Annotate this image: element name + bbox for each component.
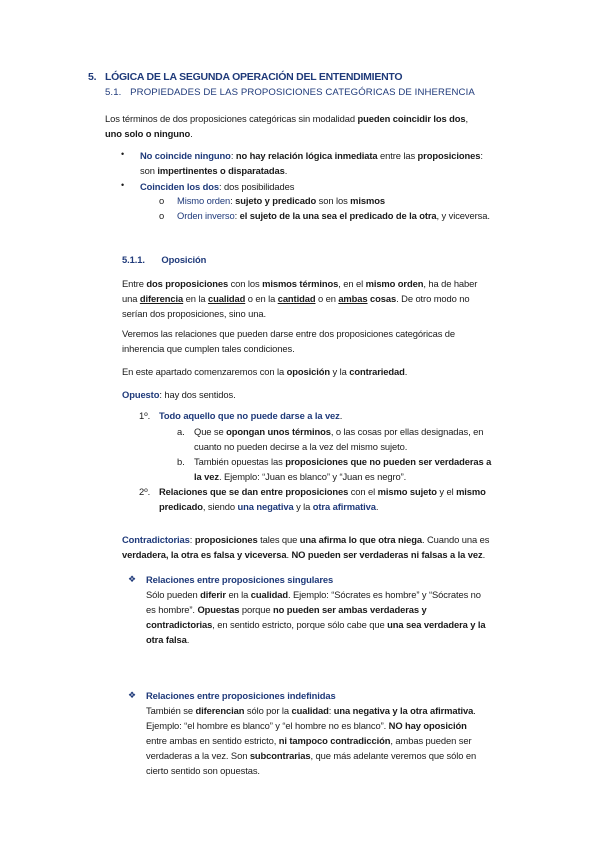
term-label: Contradictorias bbox=[122, 534, 190, 545]
text-span: . bbox=[286, 549, 292, 560]
text-span: : bbox=[230, 150, 236, 161]
sub-item-label: Orden inverso bbox=[177, 210, 235, 221]
sense-1-a bbox=[194, 424, 524, 454]
text-span: Ejemplo: “el hombre es blanco” y “el hombre no es blanco”. bbox=[146, 720, 389, 731]
text-span: , ambas pueden ser bbox=[390, 735, 472, 746]
list-number: 2º. bbox=[139, 486, 151, 497]
text-span: entre las bbox=[377, 150, 418, 161]
section-title: Relaciones entre proposiciones singulares bbox=[146, 574, 334, 585]
bold-underline-span: cualidad bbox=[208, 293, 246, 304]
bold-blue-span: una negativa bbox=[237, 501, 294, 512]
bold-span: cualidad bbox=[250, 589, 289, 600]
bold-span: proposiciones bbox=[417, 150, 481, 161]
text-span: , siendo bbox=[202, 501, 238, 512]
text-span: . Ejemplo: “Sócrates es hombre” y “Sócrates no bbox=[288, 589, 481, 600]
text-span: , que más adelante veremos que sólo en bbox=[310, 750, 477, 761]
diamond-bullet-icon: ❖ bbox=[128, 690, 137, 700]
text-span: sólo por la bbox=[244, 705, 292, 716]
bullet-item-coinciden bbox=[140, 179, 540, 194]
text-span: con el bbox=[348, 486, 378, 497]
text-span: , o las cosas por ellas designadas, en bbox=[330, 426, 484, 437]
bold-span: no hay relación lógica inmediata bbox=[235, 150, 378, 161]
bold-span: NO pueden ser verdaderas ni falsas a la vez bbox=[291, 549, 483, 560]
text-span: . bbox=[339, 410, 343, 421]
sub-bullet-icon: o bbox=[159, 210, 165, 221]
text-span: . bbox=[284, 165, 288, 176]
bold-span: no pueden ser ambas verdaderas y bbox=[272, 604, 427, 615]
list-letter: a. bbox=[177, 426, 185, 437]
bold-underline-span: cantidad bbox=[277, 293, 316, 304]
bold-span: verdadera, la otra es falsa y viceversa bbox=[122, 549, 287, 560]
bold-blue-span: otra afirmativa bbox=[312, 501, 376, 512]
sub-item-orden-inverso bbox=[177, 208, 557, 223]
text-span: : bbox=[480, 150, 483, 161]
text-span: o en la bbox=[245, 293, 278, 304]
bold-span: dos proposiciones bbox=[146, 278, 229, 289]
bold-span: mismo bbox=[456, 486, 486, 497]
list-letter: b. bbox=[177, 456, 185, 467]
paragraph-apartado bbox=[122, 364, 522, 379]
text-span: son los bbox=[316, 195, 351, 206]
sense-2 bbox=[159, 484, 519, 514]
bold-span: mismos términos bbox=[262, 278, 339, 289]
paragraph-contradictorias bbox=[122, 532, 522, 562]
bold-span: proposiciones que no pueden ser verdaderas a bbox=[285, 456, 492, 467]
text-span: . bbox=[404, 366, 408, 377]
text-span: . Ejemplo: “Juan es blanco” y “Juan es negro”. bbox=[218, 471, 407, 482]
section-heading bbox=[88, 70, 402, 85]
text-span: : bbox=[328, 705, 334, 716]
bold-span: mismo sujeto bbox=[377, 486, 437, 497]
text-span: , ha de haber bbox=[423, 278, 478, 289]
bold-span: sujeto y predicado bbox=[235, 195, 317, 206]
subheading-number: 5.1. bbox=[105, 87, 122, 98]
text-span: . bbox=[186, 634, 190, 645]
text-span: verdaderas a la vez. Son bbox=[146, 750, 250, 761]
section-singulares bbox=[146, 572, 526, 647]
bullet-label: Coinciden los dos bbox=[140, 181, 220, 192]
bold-span: impertinentes o disparatadas bbox=[157, 165, 285, 176]
text-span: y la bbox=[293, 501, 313, 512]
bold-span: el sujeto de la una sea el predicado de la otra bbox=[239, 210, 437, 221]
text-span: : hay dos sentidos. bbox=[159, 389, 236, 400]
bold-underline-span: diferencia bbox=[139, 293, 184, 304]
sense-1 bbox=[159, 408, 519, 423]
intro-comma: , bbox=[465, 113, 469, 124]
section-title: Relaciones entre proposiciones indefinidas bbox=[146, 690, 336, 701]
text-span: en la bbox=[225, 589, 251, 600]
text-span: una bbox=[122, 293, 140, 304]
intro-bold-2: uno solo o ninguno bbox=[105, 128, 191, 139]
text-span: con los bbox=[228, 278, 263, 289]
bold-span: ni tampoco contradicción bbox=[278, 735, 391, 746]
bold-span: Relaciones que se dan entre proposiciones bbox=[159, 486, 349, 497]
intro-paragraph bbox=[105, 111, 525, 141]
sub-bullet-icon: o bbox=[159, 195, 165, 206]
bold-span: cualidad bbox=[291, 705, 329, 716]
text-span: . De otro modo no bbox=[396, 293, 470, 304]
text-span: son bbox=[140, 165, 158, 176]
text-span: . bbox=[473, 705, 476, 716]
text-span: Que se bbox=[194, 426, 227, 437]
paragraph-dos-proposiciones bbox=[122, 276, 522, 321]
sense-title: Todo aquello que no puede darse a la vez bbox=[159, 410, 340, 421]
subsection-heading bbox=[105, 85, 475, 100]
subsubsection-number: 5.1.1. bbox=[122, 254, 145, 265]
sub-item-label: Mismo orden bbox=[177, 195, 231, 206]
text-span: y el bbox=[436, 486, 457, 497]
bold-span: opongan unos términos bbox=[226, 426, 331, 437]
section-indefinidas bbox=[146, 688, 526, 778]
text-span: y la bbox=[330, 366, 350, 377]
bold-span: mismo orden bbox=[365, 278, 424, 289]
text-span: Sólo pueden bbox=[146, 589, 201, 600]
bold-span: diferir bbox=[200, 589, 226, 600]
text-span: : dos posibilidades bbox=[219, 181, 295, 192]
bold-span: proposiciones bbox=[194, 534, 258, 545]
bold-underline-span: ambas bbox=[338, 293, 368, 304]
intro-period: . bbox=[190, 128, 193, 139]
text-span: . bbox=[375, 501, 379, 512]
text-span: En este apartado comenzaremos con la bbox=[122, 366, 287, 377]
text-span: serían dos proposiciones, sino una. bbox=[122, 308, 266, 319]
bold-span: una sea verdadera y la bbox=[387, 619, 486, 630]
bold-span: predicado bbox=[159, 501, 203, 512]
text-span: porque bbox=[239, 604, 273, 615]
bullet-dot-icon: • bbox=[121, 180, 125, 190]
sub-item-mismo-orden bbox=[177, 193, 537, 208]
bold-span: contradictorias bbox=[146, 619, 213, 630]
text-span: : bbox=[234, 210, 240, 221]
bold-span: diferencian bbox=[195, 705, 245, 716]
text-span: cierto sentido son opuestas. bbox=[146, 765, 260, 776]
bold-span: cosas bbox=[370, 293, 397, 304]
text-span: Entre bbox=[122, 278, 147, 289]
text-span: , en sentido estricto, porque sólo cabe que bbox=[212, 619, 388, 630]
bold-span: subcontrarias bbox=[249, 750, 311, 761]
bullet-dot-icon: • bbox=[121, 149, 125, 159]
bold-span: una afirma lo que otra niega bbox=[299, 534, 422, 545]
bold-span: una negativa y la otra afirmativa bbox=[333, 705, 474, 716]
text-span: También opuestas las bbox=[194, 456, 286, 467]
heading-number: 5. bbox=[88, 71, 97, 83]
bold-span: la vez bbox=[194, 471, 219, 482]
subheading-title: PROPIEDADES DE LAS PROPOSICIONES CATEGÓRICAS DE INHERENCIA bbox=[130, 87, 475, 98]
list-number: 1º. bbox=[139, 410, 151, 421]
bullet-label: No coincide ninguno bbox=[140, 150, 231, 161]
subsubsection-title: Oposición bbox=[161, 254, 207, 265]
intro-bold: pueden coincidir los dos bbox=[357, 113, 466, 124]
text-span: . bbox=[482, 549, 486, 560]
text-span: entre ambas en sentido estricto, bbox=[146, 735, 279, 746]
paragraph-opuesto bbox=[122, 387, 522, 402]
paragraph-veremos bbox=[122, 326, 522, 356]
intro-text: Los términos de dos proposiciones categóricas sin modalidad bbox=[105, 113, 358, 124]
bold-span: Opuestas bbox=[197, 604, 240, 615]
text-span: También se bbox=[146, 705, 196, 716]
text-span: es hombre”. bbox=[146, 604, 198, 615]
bold-span: otra falsa bbox=[146, 634, 187, 645]
term-label: Opuesto bbox=[122, 389, 160, 400]
text-span: , y viceversa. bbox=[436, 210, 490, 221]
bold-span: NO hay oposición bbox=[388, 720, 467, 731]
subsubsection-heading bbox=[122, 252, 206, 267]
text-span: : bbox=[189, 534, 195, 545]
text-span: : bbox=[230, 195, 236, 206]
bold-span: mismos bbox=[350, 195, 386, 206]
text-span: Veremos las relaciones que pueden darse entre dos proposiciones categóricas de bbox=[122, 328, 456, 339]
text-span: en la bbox=[183, 293, 208, 304]
bold-span: contrariedad bbox=[349, 366, 405, 377]
bullet-item-no-coincide bbox=[140, 148, 540, 178]
text-span: inherencia que cumplen tales condiciones. bbox=[122, 343, 295, 354]
text-span: tales que bbox=[257, 534, 300, 545]
sense-1-b bbox=[194, 454, 524, 484]
heading-title: LÓGICA DE LA SEGUNDA OPERACIÓN DEL ENTENDIMIENTO bbox=[104, 71, 403, 83]
bold-span: oposición bbox=[286, 366, 330, 377]
diamond-bullet-icon: ❖ bbox=[128, 574, 137, 584]
text-span: cuanto no pueden decirse a la vez del mismo sujeto. bbox=[194, 441, 408, 452]
text-span: , en el bbox=[338, 278, 366, 289]
text-span: . Cuando una es bbox=[422, 534, 490, 545]
text-span: o en bbox=[315, 293, 339, 304]
